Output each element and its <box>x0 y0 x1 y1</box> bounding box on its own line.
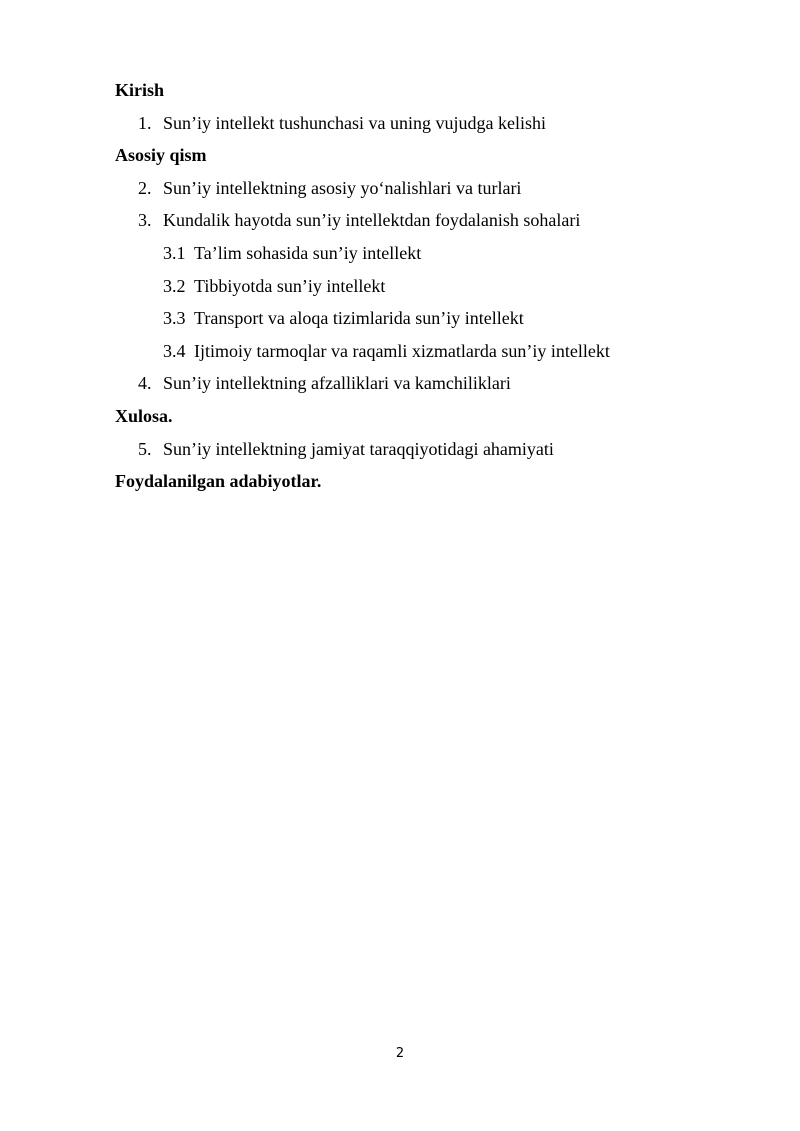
toc-item-3 <box>115 204 755 237</box>
toc-subitem-number: 3.4 <box>163 340 186 361</box>
toc-subitem-text: Ijtimoiy tarmoqlar va raqamli xizmatlarda sun’iy intellekt <box>194 340 610 361</box>
toc-item-2 <box>115 172 755 205</box>
toc-subitem-number: 3.1 <box>163 242 186 263</box>
toc-subitem-3-2 <box>115 270 755 303</box>
toc-item-number: 3. <box>138 210 152 231</box>
page-number: 2 <box>395 1046 405 1061</box>
toc-subitem-number: 3.2 <box>163 275 186 296</box>
table-of-contents <box>115 74 755 498</box>
toc-item-1 <box>115 107 755 140</box>
toc-item-number: 5. <box>138 438 152 459</box>
toc-subitem-number: 3.3 <box>163 308 186 329</box>
toc-subitem-text: Ta’lim sohasida sun’iy intellekt <box>194 242 422 263</box>
heading-conclusion: Xulosa. <box>115 405 173 426</box>
toc-subitem-3-1 <box>115 237 755 270</box>
toc-item-text: Sun’iy intellekt tushunchasi va uning vujudga kelishi <box>163 112 546 133</box>
toc-item-5 <box>115 433 755 466</box>
heading-references: Foydalanilgan adabiyotlar. <box>115 471 322 492</box>
heading-main: Asosiy qism <box>115 145 207 166</box>
toc-subitem-text: Tibbiyotda sun’iy intellekt <box>194 275 386 296</box>
toc-item-4 <box>115 367 755 400</box>
toc-item-number: 4. <box>138 373 152 394</box>
heading-intro: Kirish <box>115 80 165 100</box>
toc-item-text: Kundalik hayotda sun’iy intellektdan foydalanish sohalari <box>163 210 581 231</box>
toc-item-number: 1. <box>138 112 152 133</box>
toc-item-text: Sun’iy intellektning jamiyat taraqqiyotidagi ahamiyati <box>163 438 554 459</box>
toc-subitem-text: Transport va aloqa tizimlarida sun’iy intellekt <box>194 308 524 329</box>
toc-subitem-3-3 <box>115 302 755 335</box>
toc-subitem-3-4 <box>115 335 755 368</box>
toc-item-number: 2. <box>138 177 152 198</box>
toc-item-text: Sun’iy intellektning afzalliklari va kamchiliklari <box>163 373 511 394</box>
toc-item-text: Sun’iy intellektning asosiy yo‘nalishlari va turlari <box>163 177 522 198</box>
